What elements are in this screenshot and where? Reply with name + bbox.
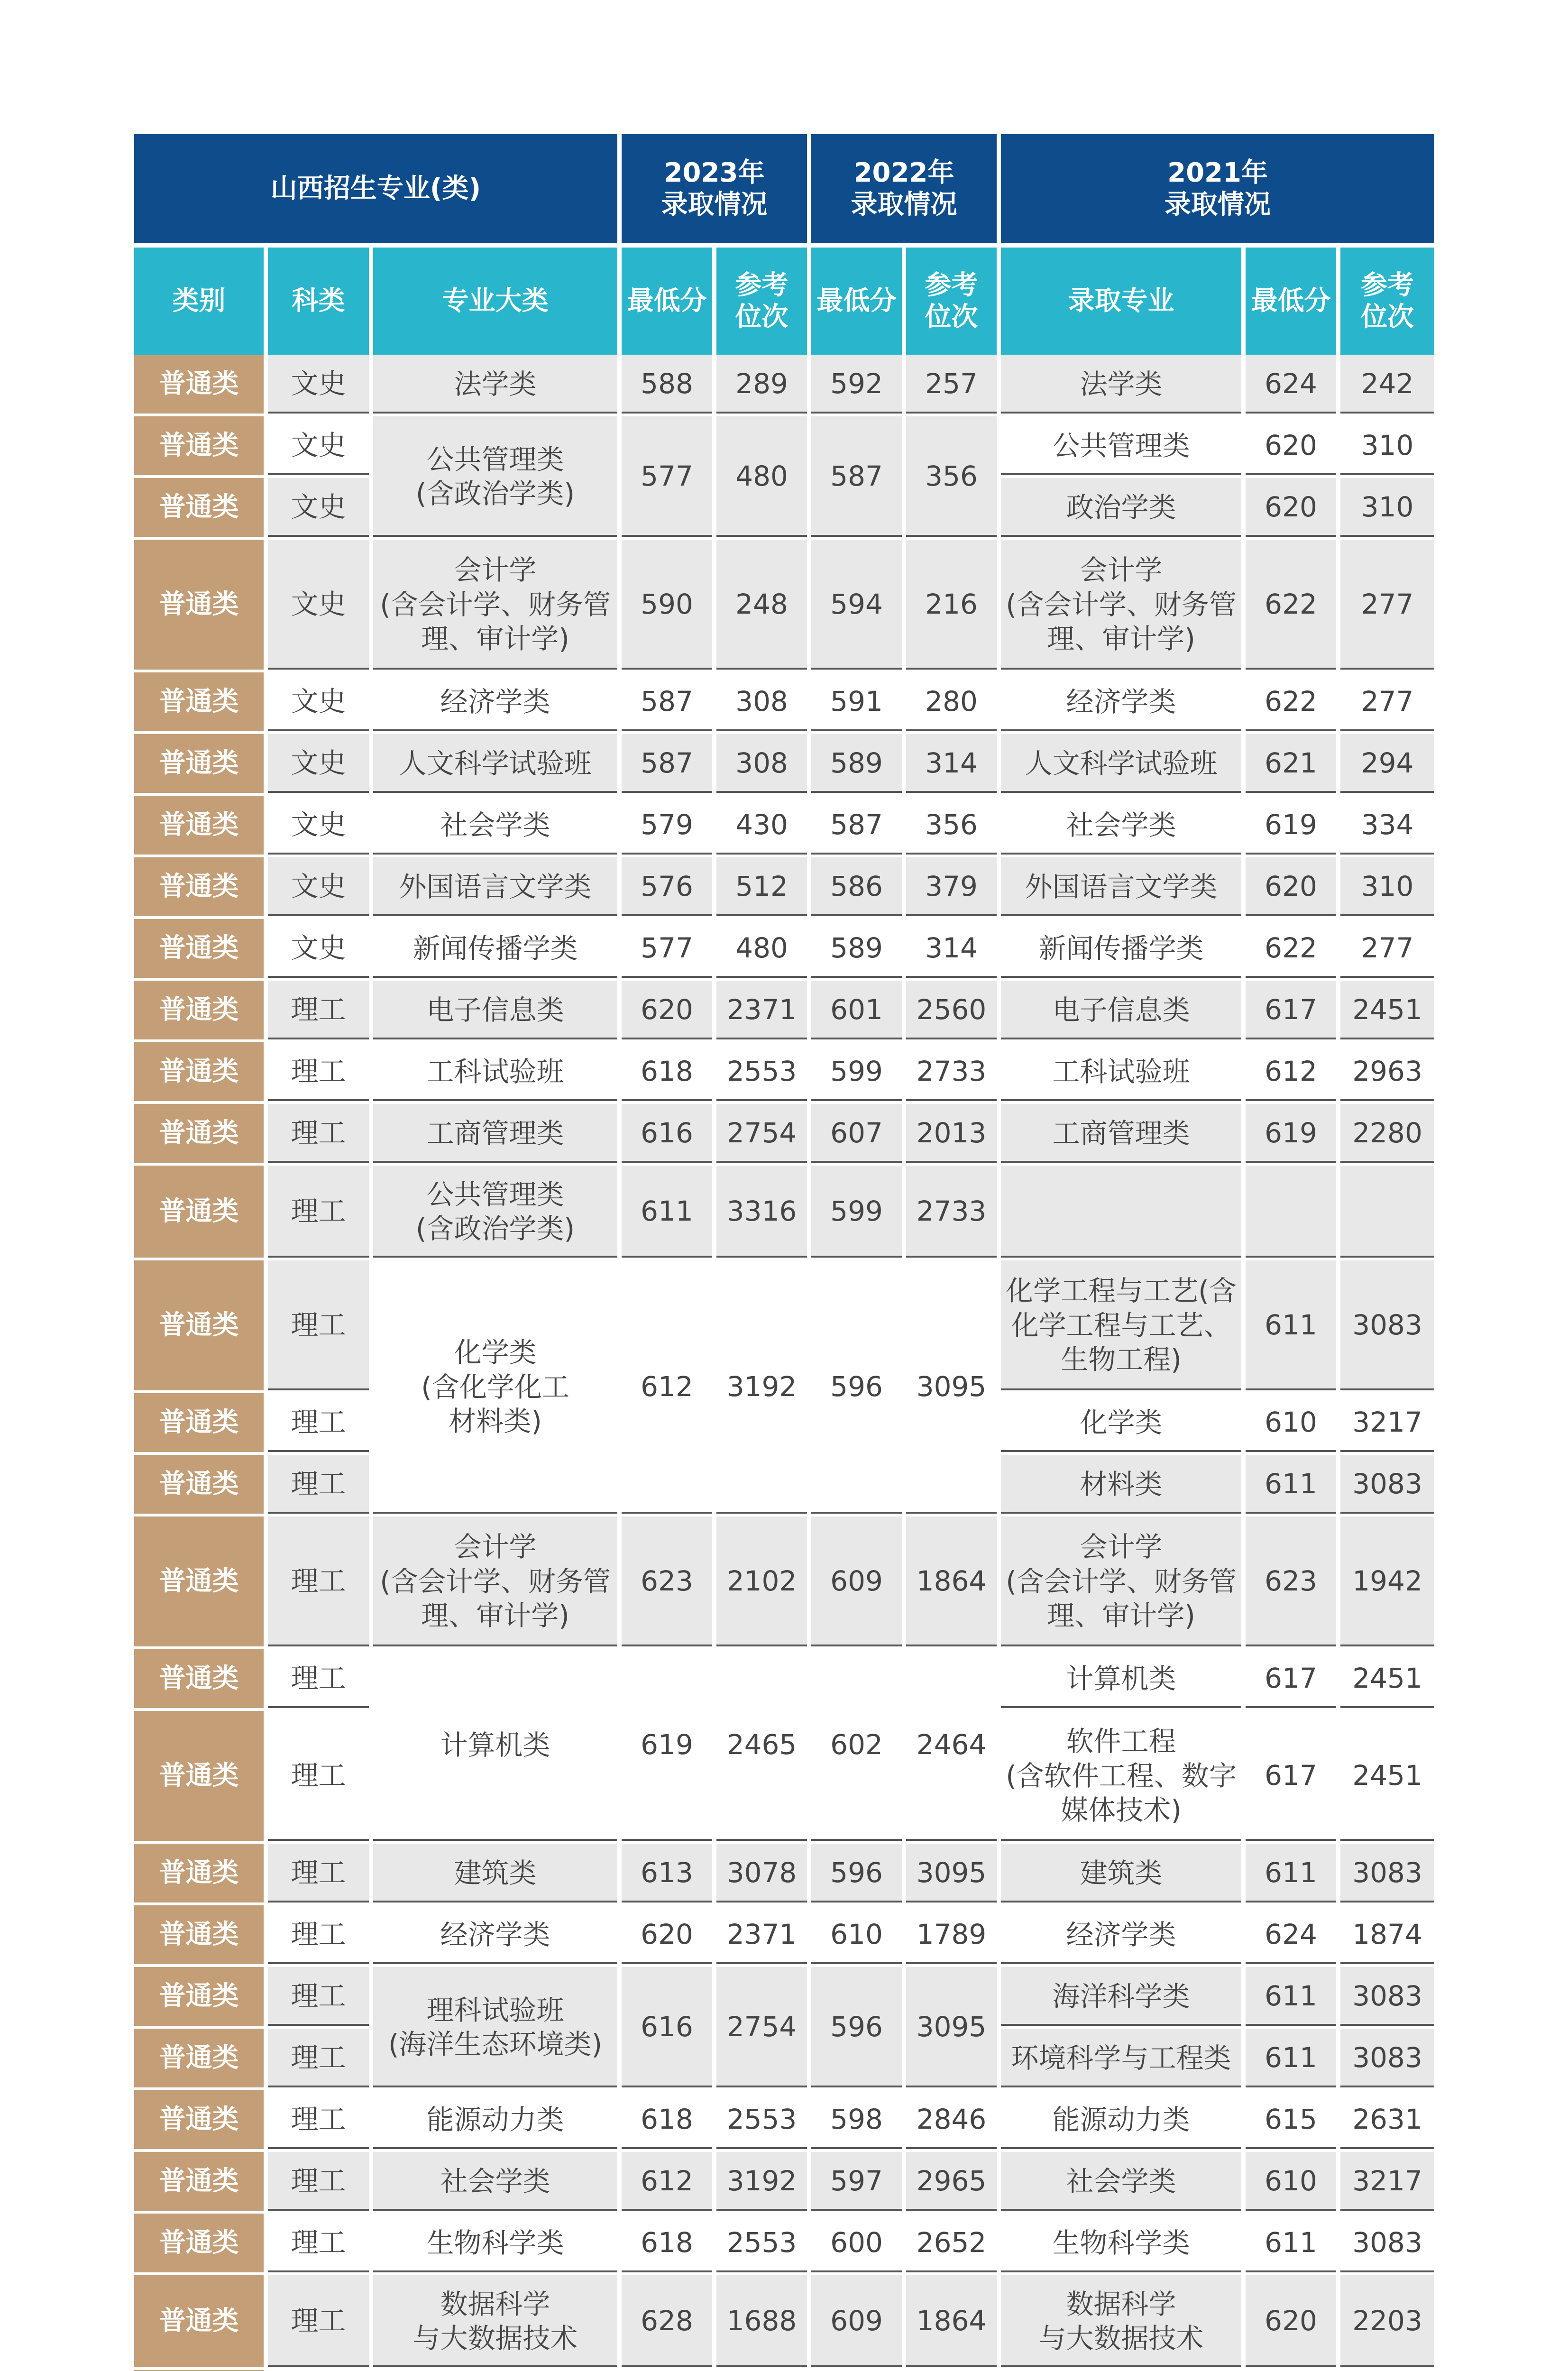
major-cell: 数据科学 与大数据技术 [373, 2275, 622, 2370]
score-2022-cell: 594 [811, 540, 906, 672]
admitted-major-2021-cell: 海洋科学类 [1001, 1967, 1246, 2029]
table-row [134, 1649, 1434, 1711]
table-row [134, 981, 1434, 1042]
admission-table [134, 134, 1434, 2371]
rank-2021-cell: 2203 [1340, 2275, 1434, 2370]
col-rank-2021: 参考 位次 [1340, 243, 1434, 355]
score-2022-cell: 609 [811, 2275, 906, 2370]
score-2022-cell: 609 [811, 1516, 906, 1649]
rank-2023-cell: 2102 [716, 1516, 811, 1649]
rank-2022-cell: 2733 [906, 1166, 1001, 1260]
major-cell: 新闻传播学类 [373, 919, 622, 981]
rank-2021-cell [1340, 1166, 1434, 1260]
rank-2023-cell: 3192 [716, 2152, 811, 2214]
score-2022-cell: 596 [811, 1844, 906, 1905]
score-2021-cell: 617 [1246, 1649, 1340, 1711]
col-rank-2023: 参考 位次 [716, 243, 811, 355]
score-2021-cell: 611 [1246, 1455, 1340, 1516]
score-2021-cell: 611 [1246, 1844, 1340, 1905]
subject-cell: 理工 [268, 1260, 373, 1393]
rank-2021-cell: 3083 [1340, 1455, 1434, 1516]
score-2022-cell: 592 [811, 355, 906, 416]
rank-2023-cell: 308 [716, 672, 811, 734]
rank-2022-cell: 1789 [906, 1905, 1001, 1967]
rank-2023-cell: 248 [716, 540, 811, 672]
category-cell: 普通类 [134, 1260, 268, 1393]
subject-cell: 文史 [268, 355, 373, 416]
rank-2021-cell: 3083 [1340, 2029, 1434, 2090]
score-2023-cell: 620 [622, 981, 716, 1042]
col-category: 类别 [134, 243, 268, 355]
score-2023-cell: 579 [622, 796, 716, 857]
col-major-2021: 录取专业 [1001, 243, 1246, 355]
rank-2021-cell: 3217 [1340, 1393, 1434, 1455]
score-2021-cell: 611 [1246, 2029, 1340, 2090]
admitted-major-2021-cell: 化学工程与工艺(含 化学工程与工艺、 生物工程) [1001, 1260, 1246, 1393]
category-cell: 普通类 [134, 1649, 268, 1711]
rank-2021-cell: 3083 [1340, 1844, 1434, 1905]
subject-cell: 理工 [268, 2029, 373, 2090]
rank-2021-cell: 1942 [1340, 1516, 1434, 1649]
score-2022-cell: 589 [811, 734, 906, 796]
category-cell: 普通类 [134, 919, 268, 981]
header-2021: 2021年 录取情况 [1001, 134, 1434, 243]
table-row [134, 672, 1434, 734]
admitted-major-2021-cell: 工科试验班 [1001, 1042, 1246, 1104]
score-2023-cell: 613 [622, 1844, 716, 1905]
col-min-2023: 最低分 [622, 243, 716, 355]
rank-2021-cell: 242 [1340, 355, 1434, 416]
major-cell: 电子信息类 [373, 981, 622, 1042]
score-2021-cell: 620 [1246, 2275, 1340, 2370]
rank-2023-cell: 2371 [716, 1905, 811, 1967]
score-2022-cell: 610 [811, 1905, 906, 1967]
rank-2022-cell: 257 [906, 355, 1001, 416]
rank-2023-cell: 3078 [716, 1844, 811, 1905]
score-2023-cell: 616 [622, 1104, 716, 1166]
rank-2023-cell: 289 [716, 355, 811, 416]
category-cell: 普通类 [134, 355, 268, 416]
score-2023-cell: 576 [622, 857, 716, 919]
major-cell: 工商管理类 [373, 1104, 622, 1166]
category-cell: 普通类 [134, 1905, 268, 1967]
rank-2021-cell: 3217 [1340, 2152, 1434, 2214]
rank-2022-cell: 1864 [906, 1516, 1001, 1649]
admitted-major-2021-cell: 法学类 [1001, 355, 1246, 416]
category-cell: 普通类 [134, 1844, 268, 1905]
rank-2021-cell: 1874 [1340, 1905, 1434, 1967]
category-cell: 普通类 [134, 857, 268, 919]
subject-cell: 理工 [268, 2152, 373, 2214]
major-cell: 理科试验班 (海洋生态环境类) [373, 1967, 622, 2090]
rank-2022-cell: 356 [906, 796, 1001, 857]
rank-2023-cell: 512 [716, 857, 811, 919]
score-2023-cell: 590 [622, 540, 716, 672]
subject-cell: 文史 [268, 478, 373, 540]
rank-2022-cell: 3095 [906, 1844, 1001, 1905]
subject-cell: 理工 [268, 2214, 373, 2275]
score-2023-cell: 618 [622, 1042, 716, 1104]
score-2023-cell: 587 [622, 672, 716, 734]
category-cell: 普通类 [134, 1042, 268, 1104]
rank-2021-cell: 2451 [1340, 981, 1434, 1042]
category-cell: 普通类 [134, 2152, 268, 2214]
category-cell: 普通类 [134, 478, 268, 540]
subject-cell: 理工 [268, 1104, 373, 1166]
score-2022-cell: 596 [811, 1260, 906, 1516]
admitted-major-2021-cell: 数据科学 与大数据技术 [1001, 2275, 1246, 2370]
table-row [134, 1516, 1434, 1649]
category-cell: 普通类 [134, 416, 268, 478]
major-cell: 经济学类 [373, 1905, 622, 1967]
subject-cell: 文史 [268, 796, 373, 857]
score-2023-cell: 587 [622, 734, 716, 796]
rank-2022-cell: 3095 [906, 1967, 1001, 2090]
category-cell: 普通类 [134, 1393, 268, 1455]
rank-2021-cell: 334 [1340, 796, 1434, 857]
category-cell: 普通类 [134, 2214, 268, 2275]
major-cell: 社会学类 [373, 796, 622, 857]
score-2021-cell: 615 [1246, 2090, 1340, 2152]
score-2022-cell: 600 [811, 2214, 906, 2275]
major-cell: 计算机类 [373, 1649, 622, 1844]
admitted-major-2021-cell: 经济学类 [1001, 672, 1246, 734]
admitted-major-2021-cell: 外国语言文学类 [1001, 857, 1246, 919]
major-cell: 经济学类 [373, 672, 622, 734]
admitted-major-2021-cell: 工商管理类 [1001, 1104, 1246, 1166]
header-2022: 2022年 录取情况 [811, 134, 1001, 243]
score-2022-cell: 601 [811, 981, 906, 1042]
subject-cell: 理工 [268, 1393, 373, 1455]
score-2021-cell: 612 [1246, 1042, 1340, 1104]
category-cell: 普通类 [134, 981, 268, 1042]
table-row [134, 1166, 1434, 1260]
rank-2022-cell: 216 [906, 540, 1001, 672]
major-cell: 法学类 [373, 355, 622, 416]
rank-2023-cell: 2465 [716, 1649, 811, 1844]
col-subject: 科类 [268, 243, 373, 355]
rank-2022-cell: 1864 [906, 2275, 1001, 2370]
rank-2021-cell: 2451 [1340, 1711, 1434, 1844]
score-2022-cell: 598 [811, 2090, 906, 2152]
admitted-major-2021-cell: 软件工程 (含软件工程、数字 媒体技术) [1001, 1711, 1246, 1844]
rank-2021-cell: 310 [1340, 416, 1434, 478]
rank-2021-cell: 277 [1340, 672, 1434, 734]
table-row [134, 1967, 1434, 2029]
table-row [134, 1042, 1434, 1104]
score-2022-cell: 591 [811, 672, 906, 734]
major-cell: 外国语言文学类 [373, 857, 622, 919]
category-cell: 普通类 [134, 1166, 268, 1260]
category-cell: 普通类 [134, 1967, 268, 2029]
rank-2023-cell: 2754 [716, 1104, 811, 1166]
admitted-major-2021-cell: 能源动力类 [1001, 2090, 1246, 2152]
rank-2023-cell: 480 [716, 416, 811, 540]
admitted-major-2021-cell: 建筑类 [1001, 1844, 1246, 1905]
score-2021-cell: 619 [1246, 796, 1340, 857]
admitted-major-2021-cell: 计算机类 [1001, 1649, 1246, 1711]
table-row [134, 355, 1434, 416]
category-cell: 普通类 [134, 2275, 268, 2370]
score-2023-cell: 628 [622, 2275, 716, 2370]
score-2022-cell: 587 [811, 796, 906, 857]
category-cell: 普通类 [134, 1104, 268, 1166]
header-2023: 2023年 录取情况 [622, 134, 811, 243]
score-2021-cell: 610 [1246, 1393, 1340, 1455]
score-2023-cell: 618 [622, 2214, 716, 2275]
table-row [134, 416, 1434, 478]
category-cell: 普通类 [134, 2090, 268, 2152]
rank-2023-cell: 2371 [716, 981, 811, 1042]
rank-2023-cell: 308 [716, 734, 811, 796]
subject-cell: 理工 [268, 1967, 373, 2029]
rank-2022-cell: 2733 [906, 1042, 1001, 1104]
category-cell: 普通类 [134, 540, 268, 672]
category-cell: 普通类 [134, 672, 268, 734]
table-row [134, 857, 1434, 919]
admitted-major-2021-cell: 新闻传播学类 [1001, 919, 1246, 981]
admitted-major-2021-cell: 生物科学类 [1001, 2214, 1246, 2275]
admitted-major-2021-cell: 社会学类 [1001, 2152, 1246, 2214]
subject-cell: 理工 [268, 1711, 373, 1844]
subject-cell: 理工 [268, 1516, 373, 1649]
subject-cell: 理工 [268, 1455, 373, 1516]
rank-2022-cell: 2013 [906, 1104, 1001, 1166]
admitted-major-2021-cell: 会计学 (含会计学、财务管 理、审计学) [1001, 540, 1246, 672]
rank-2022-cell: 3095 [906, 1260, 1001, 1516]
rank-2021-cell: 3083 [1340, 2214, 1434, 2275]
table-body [134, 355, 1434, 2371]
table-row [134, 1260, 1434, 1393]
admission-table-container [134, 134, 1434, 2371]
score-2021-cell: 624 [1246, 1905, 1340, 1967]
admitted-major-2021-cell: 环境科学与工程类 [1001, 2029, 1246, 2090]
score-2023-cell: 620 [622, 1905, 716, 1967]
score-2022-cell: 599 [811, 1166, 906, 1260]
rank-2023-cell: 430 [716, 796, 811, 857]
score-2023-cell: 611 [622, 1166, 716, 1260]
major-cell: 会计学 (含会计学、财务管 理、审计学) [373, 1516, 622, 1649]
table-row [134, 2275, 1434, 2370]
score-2021-cell: 611 [1246, 1967, 1340, 2029]
score-2023-cell: 619 [622, 1649, 716, 1844]
rank-2021-cell: 2280 [1340, 1104, 1434, 1166]
score-2021-cell: 617 [1246, 981, 1340, 1042]
table-row [134, 1844, 1434, 1905]
score-2021-cell: 619 [1246, 1104, 1340, 1166]
score-2023-cell: 616 [622, 1967, 716, 2090]
rank-2022-cell: 314 [906, 734, 1001, 796]
rank-2021-cell: 2631 [1340, 2090, 1434, 2152]
subject-cell: 理工 [268, 1905, 373, 1967]
score-2023-cell: 618 [622, 2090, 716, 2152]
admitted-major-2021-cell: 公共管理类 [1001, 416, 1246, 478]
rank-2023-cell: 2553 [716, 2214, 811, 2275]
table-row [134, 796, 1434, 857]
score-2021-cell: 611 [1246, 2214, 1340, 2275]
subject-cell: 理工 [268, 2090, 373, 2152]
subject-cell: 理工 [268, 1649, 373, 1711]
rank-2023-cell: 3316 [716, 1166, 811, 1260]
score-2023-cell: 588 [622, 355, 716, 416]
table-row [134, 919, 1434, 981]
score-2021-cell: 617 [1246, 1711, 1340, 1844]
rank-2022-cell: 356 [906, 416, 1001, 540]
rank-2021-cell: 3083 [1340, 1260, 1434, 1393]
rank-2021-cell: 294 [1340, 734, 1434, 796]
subject-cell: 理工 [268, 981, 373, 1042]
major-cell: 会计学 (含会计学、财务管 理、审计学) [373, 540, 622, 672]
score-2021-cell: 620 [1246, 857, 1340, 919]
table-row [134, 1905, 1434, 1967]
score-2021-cell: 622 [1246, 672, 1340, 734]
category-cell: 普通类 [134, 734, 268, 796]
score-2022-cell: 599 [811, 1042, 906, 1104]
subject-cell: 文史 [268, 416, 373, 478]
category-cell: 普通类 [134, 1455, 268, 1516]
rank-2023-cell: 2553 [716, 1042, 811, 1104]
score-2021-cell [1246, 1166, 1340, 1260]
subject-cell: 理工 [268, 1166, 373, 1260]
admitted-major-2021-cell: 社会学类 [1001, 796, 1246, 857]
category-cell: 普通类 [134, 796, 268, 857]
score-2022-cell: 589 [811, 919, 906, 981]
rank-2021-cell: 277 [1340, 919, 1434, 981]
score-2021-cell: 620 [1246, 416, 1340, 478]
major-cell: 人文科学试验班 [373, 734, 622, 796]
category-cell: 普通类 [134, 1516, 268, 1649]
score-2022-cell: 587 [811, 416, 906, 540]
admitted-major-2021-cell: 材料类 [1001, 1455, 1246, 1516]
category-cell: 普通类 [134, 2029, 268, 2090]
major-cell: 公共管理类 (含政治学类) [373, 1166, 622, 1260]
score-2022-cell: 602 [811, 1649, 906, 1844]
rank-2023-cell: 480 [716, 919, 811, 981]
score-2021-cell: 624 [1246, 355, 1340, 416]
admitted-major-2021-cell: 经济学类 [1001, 1905, 1246, 1967]
score-2021-cell: 611 [1246, 1260, 1340, 1393]
major-cell: 建筑类 [373, 1844, 622, 1905]
major-cell: 社会学类 [373, 2152, 622, 2214]
score-2022-cell: 586 [811, 857, 906, 919]
score-2021-cell: 621 [1246, 734, 1340, 796]
col-min-2022: 最低分 [811, 243, 906, 355]
rank-2022-cell: 2965 [906, 2152, 1001, 2214]
subject-cell: 文史 [268, 919, 373, 981]
score-2023-cell: 577 [622, 416, 716, 540]
rank-2023-cell: 3192 [716, 1260, 811, 1516]
rank-2023-cell: 1688 [716, 2275, 811, 2370]
admitted-major-2021-cell: 政治学类 [1001, 478, 1246, 540]
subject-cell: 文史 [268, 857, 373, 919]
subject-cell: 文史 [268, 672, 373, 734]
subject-cell: 文史 [268, 540, 373, 672]
rank-2021-cell: 3083 [1340, 1967, 1434, 2029]
score-2023-cell: 623 [622, 1516, 716, 1649]
rank-2021-cell: 2451 [1340, 1649, 1434, 1711]
rank-2022-cell: 2846 [906, 2090, 1001, 2152]
score-2021-cell: 610 [1246, 2152, 1340, 2214]
score-2022-cell: 607 [811, 1104, 906, 1166]
table-row [134, 2090, 1434, 2152]
table-row [134, 734, 1434, 796]
subject-cell: 理工 [268, 2275, 373, 2370]
rank-2022-cell: 2560 [906, 981, 1001, 1042]
rank-2022-cell: 2652 [906, 2214, 1001, 2275]
score-2023-cell: 612 [622, 2152, 716, 2214]
rank-2023-cell: 2754 [716, 1967, 811, 2090]
admitted-major-2021-cell: 会计学 (含会计学、财务管 理、审计学) [1001, 1516, 1246, 1649]
major-cell: 能源动力类 [373, 2090, 622, 2152]
table-row [134, 2214, 1434, 2275]
header-major-group: 山西招生专业(类) [134, 134, 622, 243]
subject-cell: 理工 [268, 1042, 373, 1104]
rank-2022-cell: 314 [906, 919, 1001, 981]
col-min-2021: 最低分 [1246, 243, 1340, 355]
major-cell: 生物科学类 [373, 2214, 622, 2275]
subject-cell: 理工 [268, 1844, 373, 1905]
score-2021-cell: 623 [1246, 1516, 1340, 1649]
table-row [134, 1104, 1434, 1166]
rank-2023-cell: 2553 [716, 2090, 811, 2152]
subject-cell: 文史 [268, 734, 373, 796]
major-cell: 化学类 (含化学化工 材料类) [373, 1260, 622, 1516]
major-cell: 工科试验班 [373, 1042, 622, 1104]
rank-2022-cell: 2464 [906, 1649, 1001, 1844]
rank-2021-cell: 310 [1340, 478, 1434, 540]
admitted-major-2021-cell: 电子信息类 [1001, 981, 1246, 1042]
col-major: 专业大类 [373, 243, 622, 355]
score-2023-cell: 612 [622, 1260, 716, 1516]
rank-2021-cell: 2963 [1340, 1042, 1434, 1104]
col-rank-2022: 参考 位次 [906, 243, 1001, 355]
score-2022-cell: 596 [811, 1967, 906, 2090]
score-2022-cell: 597 [811, 2152, 906, 2214]
table-row [134, 2152, 1434, 2214]
rank-2021-cell: 310 [1340, 857, 1434, 919]
admitted-major-2021-cell: 人文科学试验班 [1001, 734, 1246, 796]
admitted-major-2021-cell: 化学类 [1001, 1393, 1246, 1455]
major-cell: 公共管理类 (含政治学类) [373, 416, 622, 540]
score-2021-cell: 622 [1246, 540, 1340, 672]
rank-2022-cell: 280 [906, 672, 1001, 734]
admitted-major-2021-cell [1001, 1166, 1246, 1260]
table-row [134, 540, 1434, 672]
rank-2021-cell: 277 [1340, 540, 1434, 672]
rank-2022-cell: 379 [906, 857, 1001, 919]
category-cell: 普通类 [134, 1711, 268, 1844]
score-2023-cell: 577 [622, 919, 716, 981]
score-2021-cell: 620 [1246, 478, 1340, 540]
score-2021-cell: 622 [1246, 919, 1340, 981]
